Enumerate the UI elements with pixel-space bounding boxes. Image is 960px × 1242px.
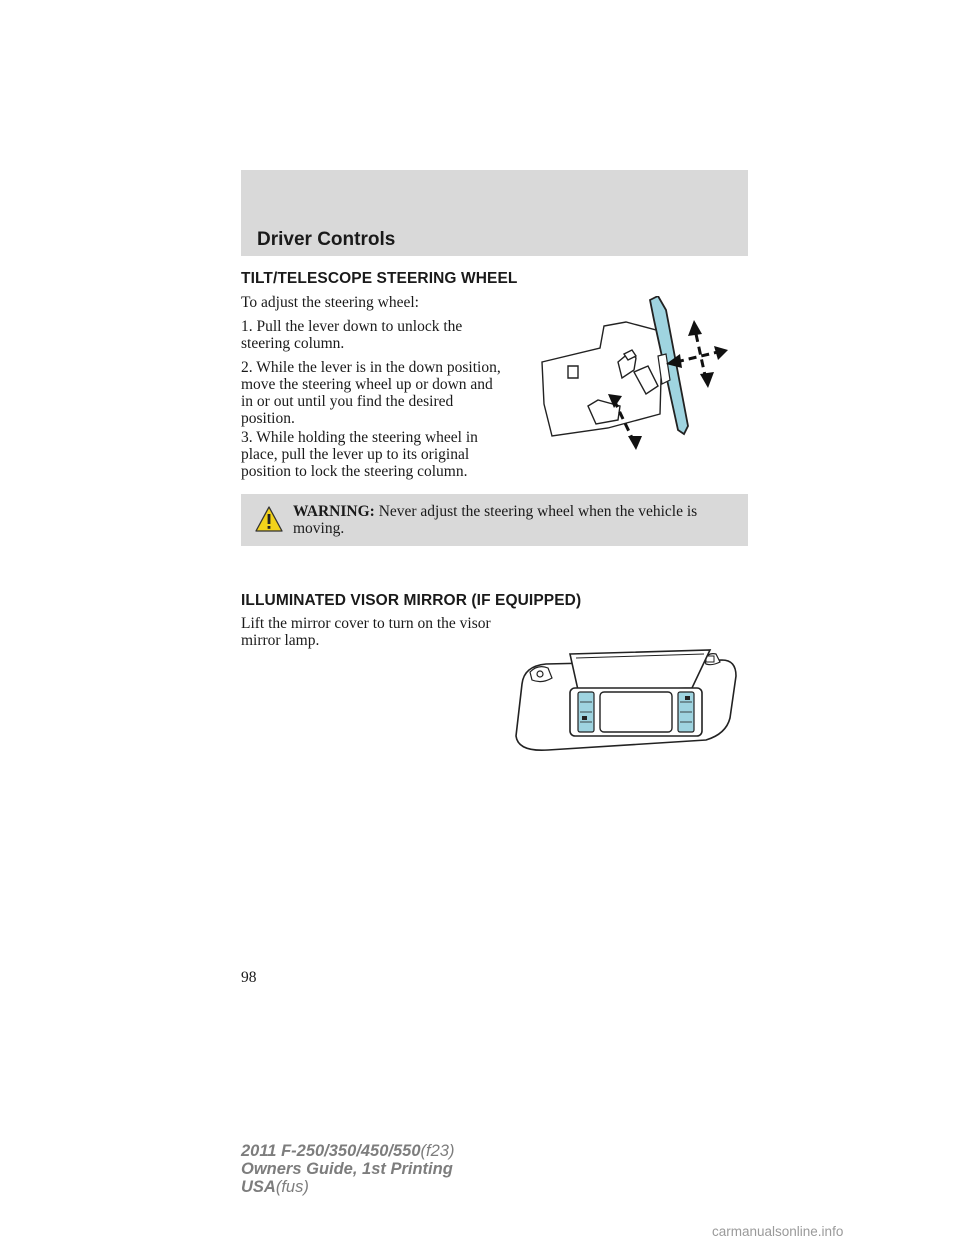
warning-message: Never adjust the steering wheel when the vehicle is moving. [293, 503, 698, 537]
section-title: Driver Controls [257, 229, 396, 250]
tilt-intro: To adjust the steering wheel: [241, 294, 419, 311]
page-number: 98 [241, 969, 257, 986]
footer-model: 2011 F-250/350/450/550 [241, 1142, 421, 1160]
visor-mirror-illustration [508, 648, 742, 756]
visor-body: Lift the mirror cover to turn on the visor mirror lamp. [241, 615, 491, 649]
print-footer [241, 1142, 454, 1196]
warning-label: WARNING: [293, 503, 375, 520]
warning-text [293, 503, 739, 537]
warning-box [241, 494, 748, 546]
tilt-step-1: 1. Pull the lever down to unlock the steering column. [241, 318, 463, 352]
header-band [241, 170, 748, 256]
footer-model-code: (f23) [420, 1142, 455, 1160]
footer-guide: Owners Guide, 1st Printing [241, 1160, 453, 1178]
watermark: carmanualsonline.info [712, 1224, 844, 1239]
visor-section-heading: ILLUMINATED VISOR MIRROR (IF EQUIPPED) [241, 592, 582, 609]
tilt-section-heading: TILT/TELESCOPE STEERING WHEEL [241, 270, 518, 287]
warning-triangle-icon [255, 506, 283, 532]
footer-region: USA [241, 1178, 276, 1196]
tilt-step-2: 2. While the lever is in the down position, move the steering wheel up or down and in or out until you find the desired position. [241, 359, 501, 427]
tilt-step-3: 3. While holding the steering wheel in place, pull the lever up to its original position to lock the steering column. [241, 429, 478, 480]
steering-wheel-illustration [538, 296, 738, 456]
footer-region-code: (fus) [275, 1178, 309, 1196]
